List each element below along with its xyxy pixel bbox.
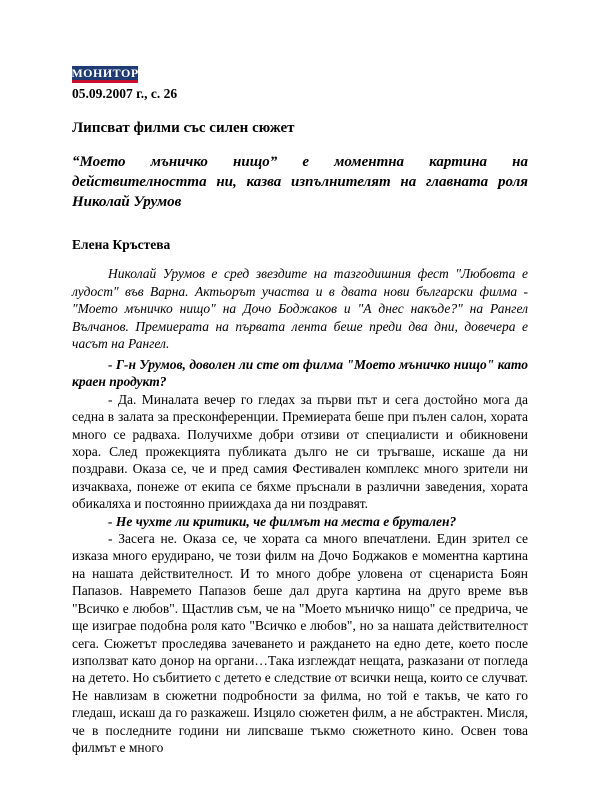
- interview-answer: - Засега не. Оказа се, че хората са много впечатлени. Един зрител се изказа много ерудирано, че този филм на Дочо Боджаков е моментна картина на нашата действителност. И то много добре уловена от сценариста Боян Папазов. Навремето Папазов беше дал друга картина на друго време във "Всичко е любов". Щастлив съм, че на "Моето мъничко нищо" се предрича, че ще изиграе подобна роля като "Всичко е любов", но за нашата действителност сега. Сюжетът проследява зачеването и раждането на едно дете, което после използват като донор на органи…Така изглеждат нещата, разказани от погледа на детето. Но събитието с детето е следствие от всички неща, които се случват. Не навлизам в сюжетни подробности за филма, но той е такъв, че като го гледаш, искаш да го разкажеш. Изцяло сюжетен филм, а не абстрактен. Мисля, че в последните години ни липсваше тъкмо сюжетното кино. Освен това филмът е много: [72, 531, 528, 755]
- article-lead: Николай Урумов е сред звездите на тазгодишния фест "Любовта е лудост" във Варна. Актьорът участва и в двата нови български филма - "Моето мъничко нищо" на Дочо Боджаков и "А днес накъде?" на Рангел Вълчанов. Премиерата на първата лента беше преди два дни, довечера е часът на Рангел.: [72, 266, 528, 351]
- interview-question: - Не чухте ли критики, че филмът на места е брутален?: [108, 513, 457, 529]
- interview-answer: - Да. Миналата вечер го гледах за първи път и сега достойно мога да седна в залата за пресконференции. Премиерата беше при пълен салон, хората много се радваха. Получихме добри отзиви от специалисти и обикновени хора. След прожекцията публиката дълго не си тръгваше, искаше да ни поздрави. Оказа се, че и пред самия Фестивален комплекс много зрители ни изчакваха, понеже от екипа се бяхме пръснали в различни заведения, хората обикаляха и постоянно прииждаха да ни поздравят.: [72, 391, 528, 512]
- article-headline: Липсват филми със силен сюжет: [72, 120, 295, 136]
- interview-question: - Г-н Урумов, доволен ли сте от филма "Моето мъничко нищо" като краен продукт?: [72, 357, 528, 390]
- article-subheadline: “Моето мъничко нищо” е моментна картина на действителността ни, казва изпълнителят на главната роля Николай Урумов: [72, 154, 528, 210]
- dateline: 05.09.2007 г., с. 26: [72, 86, 178, 101]
- article-author: Елена Кръстева: [72, 237, 171, 252]
- article-body: [72, 356, 528, 756]
- newspaper-logo: МОНИТОР: [72, 66, 138, 83]
